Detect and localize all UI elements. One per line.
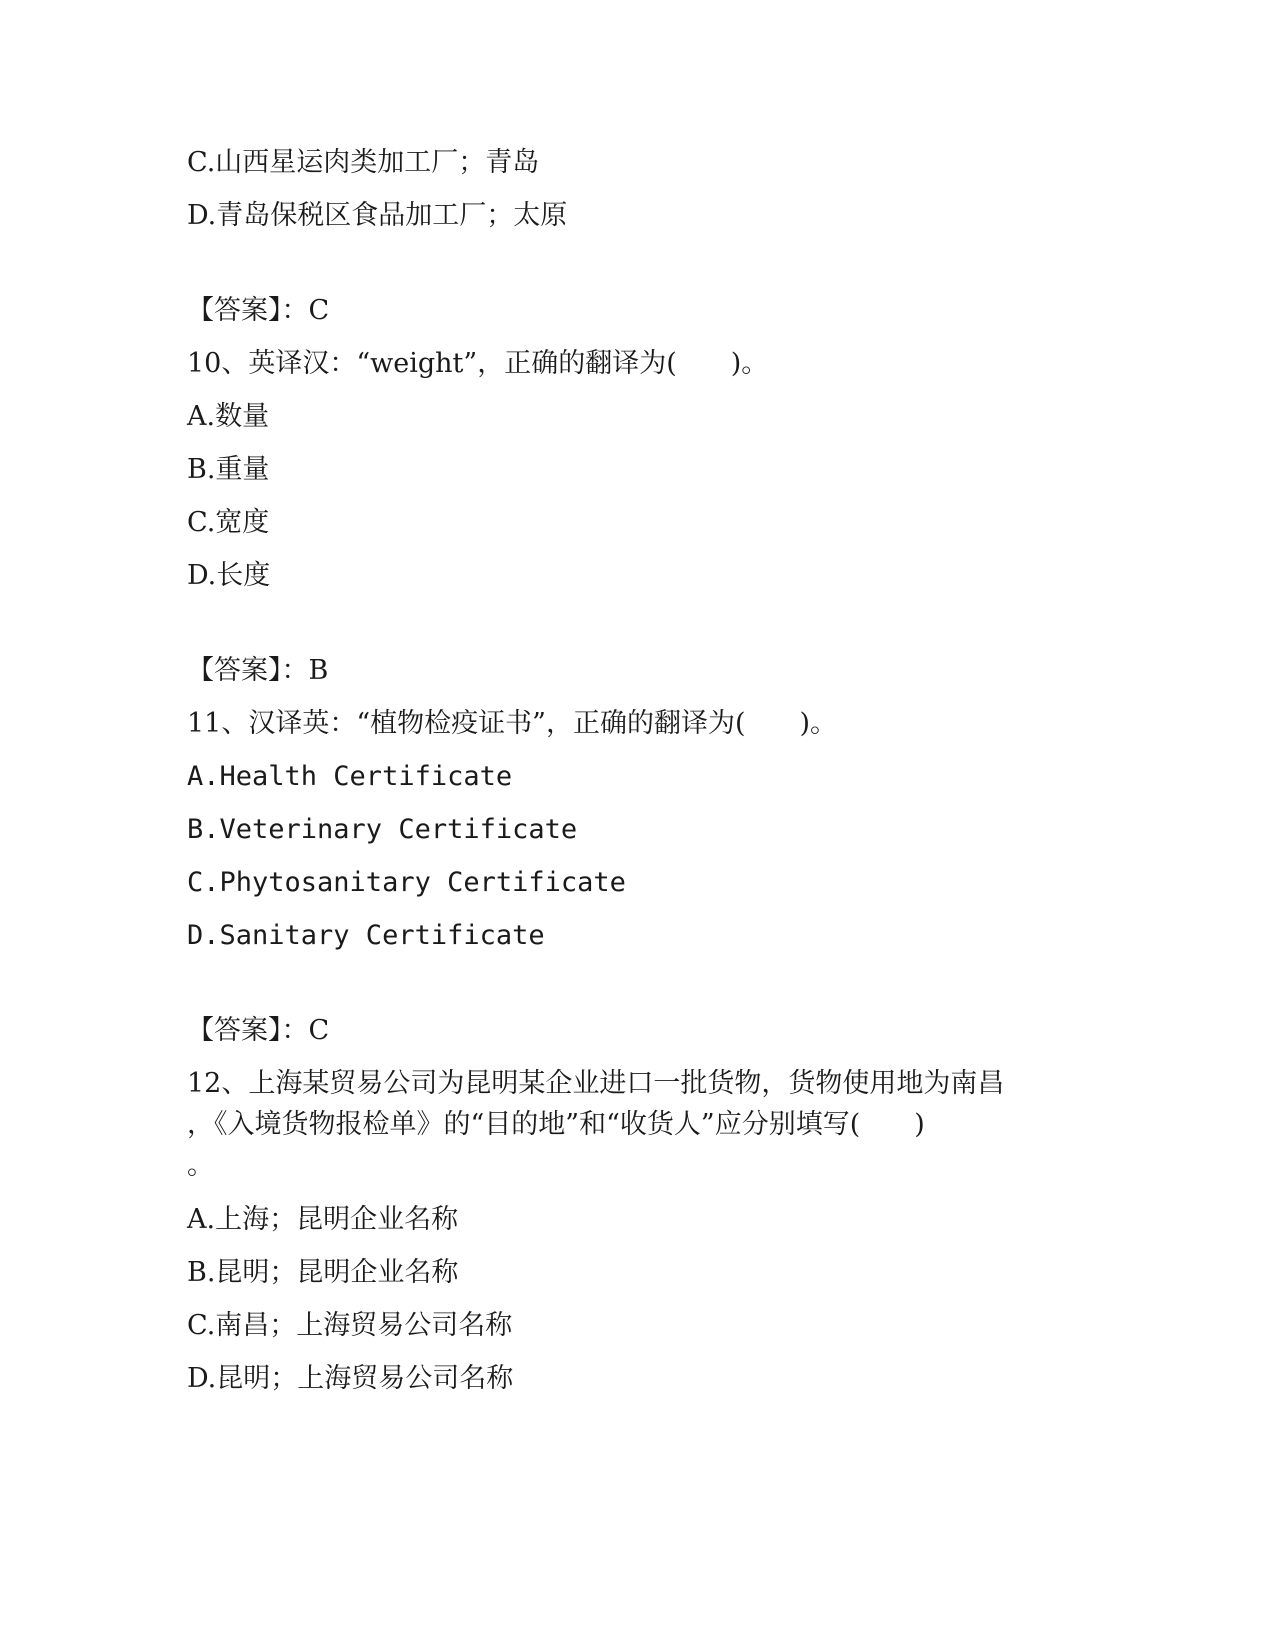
q12-option-d: D.昆明；上海贸易公司名称	[187, 1363, 514, 1394]
q12-option-c: C.南昌；上海贸易公司名称	[187, 1310, 513, 1341]
q11-option-c: C.Phytosanitary Certificate	[187, 867, 626, 898]
q10-option-d: D.长度	[187, 560, 271, 591]
q11-option-b: B.Veterinary Certificate	[187, 814, 578, 845]
q11-stem: 11、汉译英：“植物检疫证书”，正确的翻译为( )。	[187, 708, 838, 739]
q10-option-c: C.宽度	[187, 507, 270, 538]
q12-option-a: A.上海；昆明企业名称	[187, 1204, 459, 1235]
q12-stem-line-1: 12、上海某贸易公司为昆明某企业进口一批货物，货物使用地为南昌	[187, 1068, 1005, 1099]
q9-option-c: C.山西星运肉类加工厂；青岛	[187, 147, 540, 178]
q12-stem-line-2: ，《入境货物报检单》的“目的地”和“收货人”应分别填写( )	[187, 1109, 925, 1140]
q9-answer: 【答案】：C	[187, 295, 330, 326]
q9-option-d: D.青岛保税区食品加工厂；太原	[187, 200, 568, 231]
q11-option-a: A.Health Certificate	[187, 761, 513, 792]
q10-stem: 10、英译汉：“weight”，正确的翻译为( )。	[187, 348, 769, 379]
q12-stem-line-3: 。	[187, 1150, 214, 1181]
q10-answer: 【答案】：B	[187, 655, 329, 686]
q11-option-d: D.Sanitary Certificate	[187, 920, 545, 951]
q12-option-b: B.昆明；昆明企业名称	[187, 1257, 459, 1288]
q10-option-b: B.重量	[187, 454, 270, 485]
q10-option-a: A.数量	[187, 401, 270, 432]
q11-answer: 【答案】：C	[187, 1015, 330, 1046]
